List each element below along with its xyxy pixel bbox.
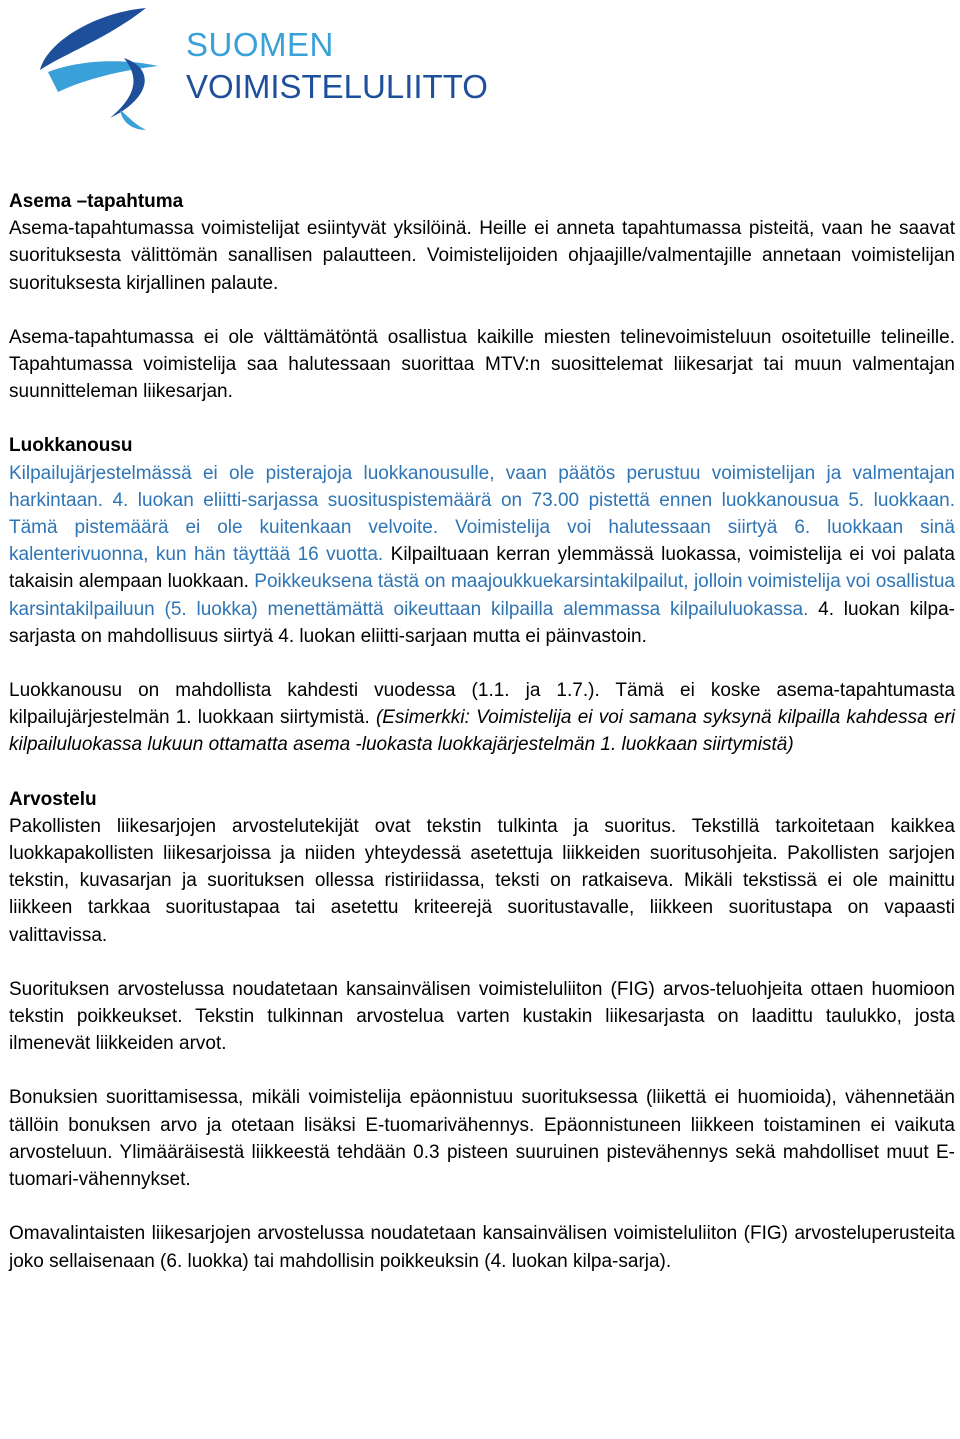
luokkanousu-black-text-1: Kilpailtuaan kerran ylemmässä luokassa, voimistelija ei voi palata takaisin alempaan luokkaan.: [9, 544, 955, 593]
logo-line-1: SUOMEN: [186, 26, 334, 63]
luokkanousu-paragraph-1: [9, 460, 955, 650]
luokkanousu-blue-text-2: Poikkeuksena tästä on maajoukkuekarsintakilpailut, jolloin voimistelija voi osallistua karsintakilpailuun (5. luokka) menettämättä oikeuttaan kilpailla alemmassa kilpailuluokassa.: [9, 571, 956, 620]
arvostelu-heading: Arvostelu: [9, 788, 97, 810]
asema-paragraph-1: Asema-tapahtumassa voimistelijat esiintyvät yksilöinä. Heille ei anneta tapahtumassa pisteitä, vaan he saavat suorituksesta välittömän sanallisen palautteen. Voimistelijoiden ohjaajille/valmentajille annetaan voimistelijan suorituksesta kirjallinen palaute.: [9, 218, 955, 294]
arvostelu-paragraph-2: Suorituksen arvostelussa noudatetaan kansainvälisen voimisteluliiton (FIG) arvos-teluohjeita ottaen huomioon tekstin poikkeukset. Tekstin tulkinnan arvostelua varten kustakin liikesarjasta on laadittu taulukko, josta ilmenevät liikkeiden arvot.: [9, 978, 955, 1055]
luokkanousu-black-text-2: 4. luokan kilpa-sarjasta on mahdollisuus siirtyä 4. luokan eliitti-sarjaan mutta ei päinvastoin.: [9, 598, 955, 647]
arvostelu-paragraph-3: Bonuksien suorittamisessa, mikäli voimistelija epäonnistuu suorituksessa (liikettä ei huomioida), vähennetään tällöin bonuksen arvo ja otetaan lisäksi E-tuomarivähennys. Epäonnistuneen liikkeen toistaminen ei vaikuta arvosteluun. Ylimääräisestä liikkeestä tehdään 0.3 pisteen suuruinen pistevähennys sekä mahdolliset muut E-tuomari-vähennykset.: [9, 1087, 955, 1191]
luokkanousu-example: (Esimerkki: Voimistelija ei voi samana syksynä kilpailla kahdessa eri kilpailuluokassa lukuun ottamatta asema -luokasta luokkajärjestelmän 1. luokkaan siirtymistä): [9, 707, 955, 756]
luokkanousu-text: Luokkanousu on mahdollista kahdesti vuodessa (1.1. ja 1.7.). Tämä ei koske asema-tapahtumasta kilpailujärjestelmän 1. luokkaan siirtymistä.: [9, 680, 955, 729]
luokkanousu-blue-text-1: Kilpailujärjestelmässä ei ole pisterajoja luokkanousulle, vaan päätös perustuu voimistelijan ja valmentajan harkintaan. 4. luokan eliitti-sarjassa suosituspistemäärä on 73.00 pistettä ennen luokkanousua 5. luokkaan. Tämä pistemäärä ei ole kuitenkaan velvoite. Voimistelija voi halutessaan siirtyä 6. luokkaan sinä kalenterivuonna, kun hän täyttää 16 vuotta.: [9, 462, 955, 566]
logo: [28, 0, 488, 140]
luokkanousu-heading: Luokkanousu: [9, 435, 133, 457]
asema-paragraph-2: Asema-tapahtumassa ei ole välttämätöntä osallistua kaikille miesten telinevoimisteluun osoitetuille telineille. Tapahtumassa voimistelija saa halutessaan suorittaa MTV:n suosittelemat liikesarjat tai muun valmentajan suunnitteleman liikesarjan.: [9, 326, 955, 403]
document-body: [9, 188, 955, 1275]
arvostelu-paragraph-1: Pakollisten liikesarjojen arvostelutekijät ovat tekstin tulkinta ja suoritus. Tekstillä tarkoitetaan kaikkea luokkapakollisten liikesarjoissa ja niiden yhteydessä asetettuja liikkeiden suoritusohjeita. Pakollisten sarjojen tekstin, kuvasarjan ja suorituksen ollessa ristiriidassa, teksti on ratkaiseva. Mikäli tekstissä ei ole mainittu liikkeen tarkkaa suoritustapaa tai asetettu kriteerejä suoritustavalle, liikkeen suoritustapa on vapaasti valittavissa.: [9, 815, 955, 946]
arvostelu-paragraph-4: Omavalintaisten liikesarjojen arvostelussa noudatetaan kansainvälisen voimisteluliiton (FIG) arvosteluperusteita joko sellaisenaan (6. luokka) tai mahdollisin poikkeuksin (4. luokan kilpa-sarja).: [9, 1223, 955, 1272]
luokkanousu-paragraph-2: [9, 677, 955, 759]
gymnast-swirl-icon: [28, 0, 178, 135]
logo-line-2: VOIMISTELULIITTO: [186, 68, 488, 105]
asema-heading: Asema –tapahtuma: [9, 191, 184, 212]
